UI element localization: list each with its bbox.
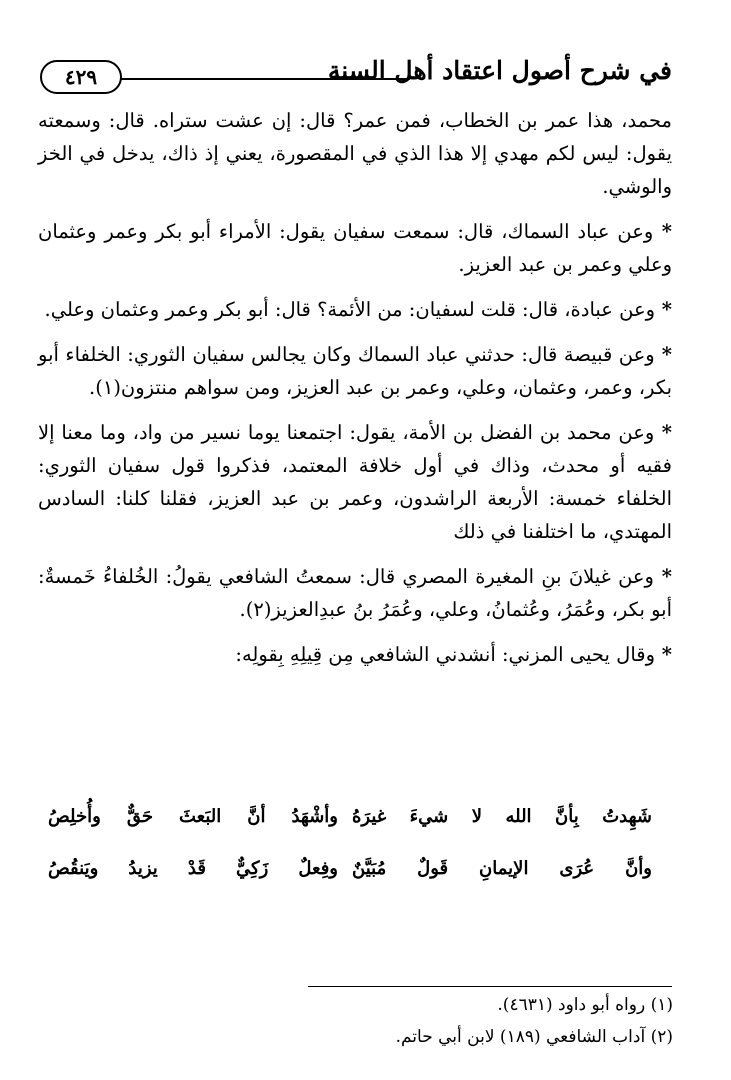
verse-second-hemistich: وأشْهَدُ أنَّ البَعثَ حَقٌّ وأُخلِصُ	[48, 806, 338, 827]
verse-first-hemistich: شَهِدتُ بِأنَّ الله لا شيءَ غيرَهُ	[352, 806, 652, 827]
asterisk-icon: *	[655, 643, 672, 666]
paragraph	[38, 293, 672, 326]
paragraph-text: وعن غيلانَ بنِ المغيرة المصري قال: سمعتُ الشافعي يقولُ: الخُلفاءُ خَمسةٌ: أبو بكر، وعُمَرُ، وعُثمانُ، وعلي، وعُمَرُ بنُ عبدِالعزيز(٢).	[38, 565, 672, 621]
paragraph	[38, 638, 672, 671]
footnote: (١) رواه أبو داود (٤٦٣١).	[497, 995, 673, 1015]
verse-second-hemistich: وفِعلٌ زَكِيٌّ قَدْ يزيدُ ويَنقُصُ	[48, 858, 338, 879]
poem-verse	[48, 858, 652, 898]
paragraph-text: وعن محمد بن الفضل بن الأمة، يقول: اجتمعنا يوما نسير من واد، وما معنا إلا فقيه أو محدث، وذاك في أول خلافة المعتمد، فذكروا قول سفيان الثوري: الخلفاء خمسة: الأربعة الراشدون، وعمر بن عبد العزيز، فقلنا كلنا: السادس المهتدي، ما اختلفنا في ذلك	[38, 421, 672, 543]
paragraph-text: وعن عباد السماك، قال: سمعت سفيان يقول: الأمراء أبو بكر وعمر وعثمان وعلي وعمر بن عبد العزيز.	[38, 220, 672, 276]
asterisk-icon: *	[654, 343, 672, 366]
paragraph	[38, 338, 672, 404]
paragraph	[38, 104, 672, 203]
paragraph-text: وعن عبادة، قال: قلت لسفيان: من الأئمة؟ قال: أبو بكر وعمر وعثمان وعلي.	[44, 298, 655, 321]
paragraph-text: وقال يحيى المزني: أنشدني الشافعي مِن قِيلِهِ بِقولِه:	[235, 643, 655, 666]
paragraph	[38, 215, 672, 281]
footnote-rule	[308, 986, 672, 987]
paragraph-text: وعن قبيصة قال: حدثني عباد السماك وكان يجالس سفيان الثوري: الخلفاء أبو بكر، وعمر، وعثمان، وعلي، وعمر بن عبد العزيز، ومن سواهم منتزون(١).	[38, 343, 672, 399]
footnote: (٢) آداب الشافعي (١٨٩) لابن أبي حاتم.	[395, 1027, 673, 1047]
asterisk-icon: *	[653, 220, 672, 243]
paragraph	[38, 416, 672, 548]
asterisk-icon: *	[653, 565, 672, 588]
header-rule	[120, 78, 410, 80]
paragraph-text: محمد، هذا عمر بن الخطاب، فمن عمر؟ قال: إن عشت ستراه. قال: وسمعته يقول: ليس لكم مهدي إلا هذا الذي في المقصورة، يعني إذ ذاك، يدخل في الخز والوشي.	[38, 109, 672, 198]
running-header	[40, 52, 672, 102]
book-title: في شرح أصول اعتقاد أهل السنة	[327, 56, 672, 85]
verse-first-hemistich: وأنَّ عُرَى الإيمانِ قَولٌ مُبَيَّنٌ	[352, 858, 652, 879]
page-number: ٤٢٩	[40, 60, 122, 94]
poem-verse	[48, 806, 652, 846]
asterisk-icon: *	[655, 298, 672, 321]
asterisk-icon: *	[654, 421, 672, 444]
main-text	[38, 104, 672, 671]
paragraph	[38, 560, 672, 626]
